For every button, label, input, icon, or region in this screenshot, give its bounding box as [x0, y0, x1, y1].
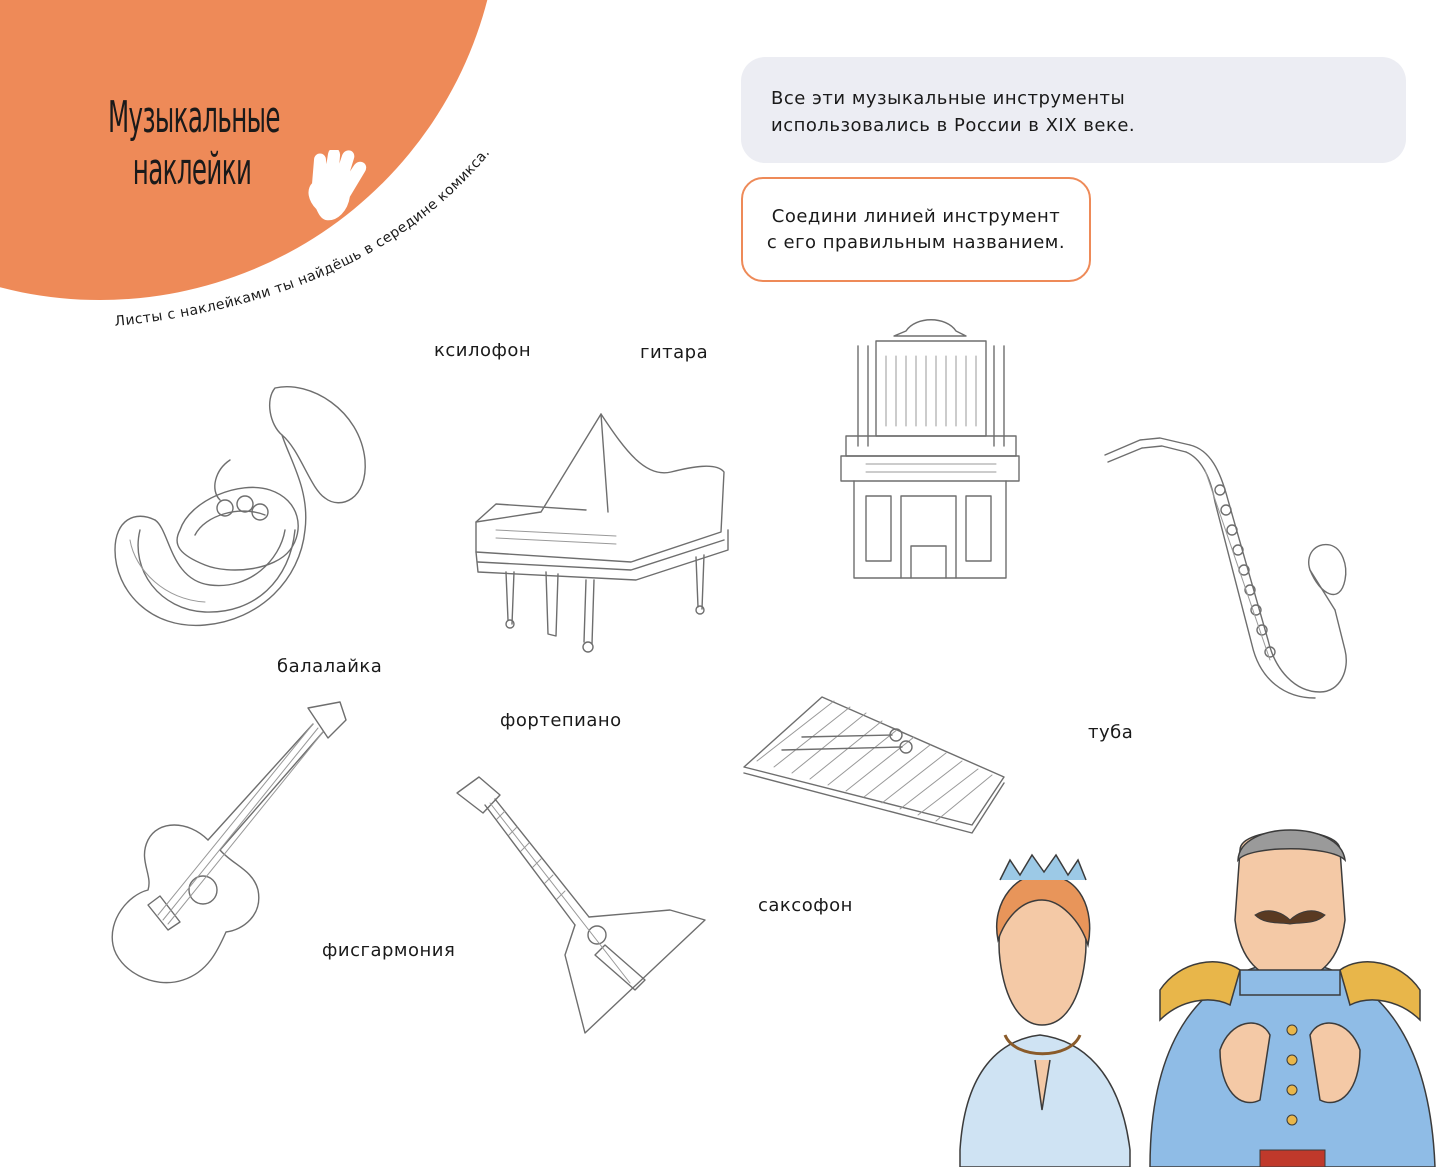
title-line-1: Музыкальные — [108, 92, 280, 143]
harmonium-illustration[interactable] — [836, 316, 1024, 586]
arc-caption — [0, 0, 520, 360]
task-line-2: с его правильным названием. — [766, 232, 1066, 253]
word-saxophone[interactable]: саксофон — [758, 895, 853, 916]
xylophone-illustration[interactable] — [742, 695, 1005, 835]
balalaika-illustration[interactable] — [455, 775, 713, 1037]
characters-illustration — [920, 820, 1440, 1167]
word-harmonium[interactable]: фисгармония — [322, 940, 456, 961]
word-balalaika[interactable]: балалайка — [277, 656, 383, 677]
info-box — [741, 57, 1406, 163]
saxophone-illustration[interactable] — [1100, 430, 1350, 698]
guitar-illustration[interactable] — [108, 700, 348, 990]
svg-text:Листы с наклейками ты найдёшь: Листы с наклейками ты найдёшь в середине комикса. — [113, 144, 494, 330]
grand-piano-illustration[interactable] — [476, 414, 728, 652]
word-tuba[interactable]: туба — [1088, 722, 1134, 743]
task-box — [741, 177, 1091, 282]
info-line-2: использовались в России в XIX веке. — [771, 115, 1136, 136]
word-piano[interactable]: фортепиано — [500, 710, 622, 731]
lady-figure — [960, 855, 1130, 1167]
officer-figure — [1150, 830, 1435, 1167]
task-line-1: Соедини линией инструмент — [771, 206, 1061, 227]
info-line-1: Все эти музыкальные инструменты — [771, 88, 1126, 109]
word-guitar[interactable]: гитара — [640, 342, 709, 363]
title-line-2: наклейки — [132, 144, 252, 195]
tuba-illustration[interactable] — [110, 380, 370, 640]
word-xylophone[interactable]: ксилофон — [434, 340, 532, 361]
